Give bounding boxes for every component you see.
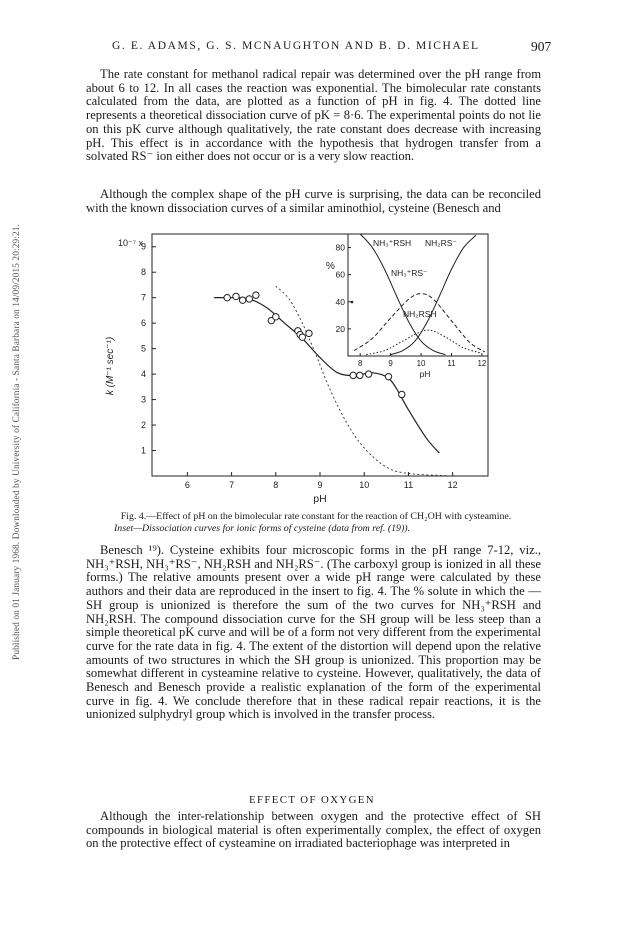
inset-x-tick-label: 12 xyxy=(477,359,487,368)
y-tick-label: 6 xyxy=(140,318,146,329)
data-point xyxy=(239,297,245,303)
figure-4 xyxy=(80,226,520,508)
inset-marker-dot xyxy=(351,301,354,304)
paragraph-4: Although the inter-relationship between oxygen and the protective effect of SH compounds in biological material is often experimentally complex, the effect of oxygen on the protective effect of cysteamine on irradiated bacteriophage was interpreted in xyxy=(86,809,541,851)
data-point xyxy=(273,314,279,320)
legend-nh3-rsh: NH₃⁺RSH xyxy=(373,238,412,248)
sidebar-download-note: Published on 01 January 1968. Downloaded by University of California - Santa Barbara on 14/09/2015 20:29:21. xyxy=(12,224,22,660)
inset-x-label: pH xyxy=(419,369,431,379)
x-tick-label: 12 xyxy=(447,480,458,490)
y-tick-label: 9 xyxy=(140,241,146,252)
x-tick-label: 11 xyxy=(403,480,414,490)
data-point xyxy=(350,372,356,378)
running-head: G. E. ADAMS, G. S. MCNAUGHTON AND B. D. MICHAEL xyxy=(112,40,480,52)
inset-y-label: % xyxy=(326,261,335,272)
x-tick-label: 9 xyxy=(317,480,323,490)
y-tick-label: 5 xyxy=(140,343,146,354)
page-number: 907 xyxy=(531,39,552,54)
caption-line-1: Fig. 4.—Effect of pH on the bimolecular rate constant for the reaction of CH₂OH with cysteamine. xyxy=(120,511,512,522)
page-header xyxy=(0,40,624,56)
data-point xyxy=(253,292,259,298)
y-tick-label: 4 xyxy=(140,369,146,380)
data-point xyxy=(399,391,405,397)
inset-x-tick-label: 10 xyxy=(416,359,426,368)
data-point xyxy=(357,372,363,378)
inset-x-tick-label: 11 xyxy=(447,359,456,368)
y-tick-label: 8 xyxy=(140,267,146,278)
legend-nh2-rs: NH₂RS⁻ xyxy=(425,238,457,248)
section-heading: EFFECT OF OXYGEN xyxy=(249,794,375,806)
inset-y-tick-label: 20 xyxy=(335,323,345,334)
data-point xyxy=(246,296,252,302)
y-tick-label: 1 xyxy=(140,445,146,456)
paragraph-3: Benesch ¹⁹). Cysteine exhibits four microscopic forms in the pH range 7-12, viz., NH₃⁺RSH, NH₃⁺RS⁻, NH₂RSH and NH₂RS⁻. (The carboxyl group is ionized in all these forms.) The relative amounts present over a wide pH range were calculated by these authors and their data are reproduced in the insert to fig. 4. The % solute in which the —SH group is unionized is therefore the sum of the two curves for NH₃⁺RSH and NH₂RSH. The compound dissociation curve for the SH group will be less steep than a simple theoretical pK curve and will be of a form not very different from the experimental curve for the rate data in fig. 4. The extent of the distortion will depend upon the relative amounts of two structures in which the SH group is unionized. This proportion may be somewhat different in cysteamine relative to cysteine. However, qualitatively, the data of Benesch and Benesch provide a realistic explanation of the form of the experimental curve in fig. 4. We conclude therefore that in these radical repair reactions, it is the unionized sulphydryl group which is involved in the transfer process. xyxy=(86,543,541,722)
x-tick-label: 7 xyxy=(229,480,235,490)
data-point xyxy=(306,330,312,336)
x-axis-label: pH xyxy=(313,493,327,505)
inset-y-tick-label: 60 xyxy=(335,269,345,280)
figure-caption xyxy=(86,511,546,535)
x-tick-label: 10 xyxy=(359,480,370,490)
caption-line-2: Inset—Dissociation curves for ionic forms of cysteine (data from ref. (19)). xyxy=(114,523,411,535)
data-point xyxy=(299,334,305,340)
inset-y-tick-label: 40 xyxy=(335,296,345,307)
legend-nh3-rs: NH₃⁺RS⁻ xyxy=(391,268,428,278)
inset-x-tick-label: 9 xyxy=(388,359,393,368)
legend-nh2-rsh: NH₂RSH xyxy=(403,309,437,319)
inset-x-tick-label: 8 xyxy=(357,359,363,368)
y-axis-multiplier: 10⁻⁷ x xyxy=(118,238,144,248)
data-point xyxy=(224,294,230,300)
paragraph-1: The rate constant for methanol radical repair was determined over the pH range from about 6 to 12. In all cases the reaction was exponential. The bimolecular rate constants calculated from the data, are plotted as a function of pH in fig. 4. The dotted line represents a theoretical dissociation curve of pK = 8·6. The experimental points do not lie on this pK curve although qualitatively, the rate constant does decrease with increasing pH. This effect is in accordance with the hypothesis that hydrogen transfer from a solvated RS⁻ ion either does not occur or is a very slow reaction. xyxy=(86,67,541,164)
data-point xyxy=(233,293,239,299)
inset-y-tick-label: 80 xyxy=(335,242,345,253)
x-tick-label: 8 xyxy=(273,480,279,490)
paragraph-2: Although the complex shape of the pH curve is surprising, the data can be reconciled with the known dissociation curves of a similar aminothiol, cysteine (Benesch and xyxy=(86,187,541,215)
data-point xyxy=(385,373,391,379)
y-tick-label: 2 xyxy=(140,420,146,431)
data-point xyxy=(365,371,371,377)
y-tick-label: 3 xyxy=(140,394,146,405)
y-axis-label: k (M⁻¹ sec⁻¹) xyxy=(105,336,116,396)
x-tick-label: 6 xyxy=(184,480,190,490)
y-tick-label: 7 xyxy=(140,292,146,303)
